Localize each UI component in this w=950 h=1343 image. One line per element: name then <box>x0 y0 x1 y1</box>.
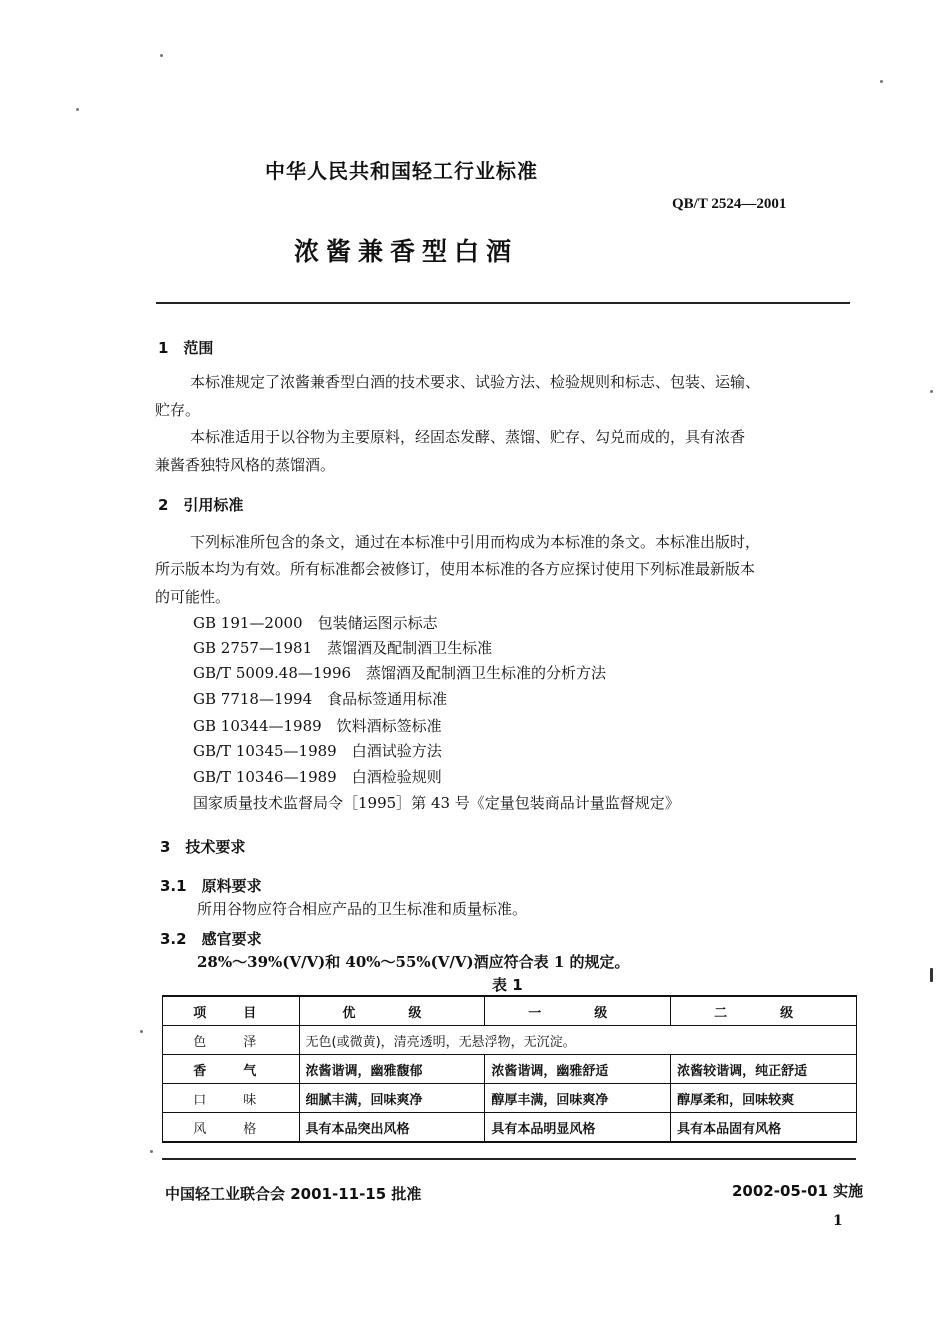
table-header-row <box>163 996 857 1026</box>
section-2-para-line-2: 所示版本均为有效。所有标准都会被修订，使用本标准的各方应探讨使用下列标准最新版本 <box>155 560 756 578</box>
section-1-para-1-line-2: 贮存。 <box>155 401 201 419</box>
table-cell: 细腻丰满，回味爽净 <box>299 1084 485 1113</box>
table-row <box>163 1026 857 1055</box>
table-cell: 具有本品明显风格 <box>485 1113 671 1143</box>
table-row-label: 口 味 <box>163 1084 300 1113</box>
table-cell: 无色(或微黄)，清亮透明，无悬浮物，无沉淀。 <box>299 1026 856 1055</box>
reference-item: GB 10344—1989 饮料酒标签标准 <box>193 717 442 735</box>
table-row <box>163 1113 857 1143</box>
table-cell: 浓酱谐调，幽雅馥郁 <box>299 1055 485 1084</box>
reference-item: 国家质量技术监督局令［1995］第 43 号《定量包装商品计量监督规定》 <box>193 794 680 812</box>
reference-item: GB 191—2000 包装储运图示标志 <box>193 614 438 632</box>
reference-item: GB/T 5009.48—1996 蒸馏酒及配制酒卫生标准的分析方法 <box>193 664 607 682</box>
table-header-cell: 优 级 <box>299 996 485 1026</box>
section-2-para-line-3: 的可能性。 <box>155 588 231 606</box>
scan-speck <box>150 1150 153 1153</box>
document-title: 浓酱兼香型白酒 <box>294 237 519 266</box>
table-cell: 醇厚柔和，回味较爽 <box>671 1084 857 1113</box>
table-header-cell: 二 级 <box>671 996 857 1026</box>
table-cell: 浓酱较谐调，纯正舒适 <box>671 1055 857 1084</box>
scan-speck <box>930 968 933 982</box>
table-cell: 浓酱谐调，幽雅舒适 <box>485 1055 671 1084</box>
table-header-cell: 项 目 <box>163 996 300 1026</box>
section-3-1-heading: 3.1 原料要求 <box>160 877 262 895</box>
section-1-para-2-line-1: 本标准适用于以谷物为主要原料，经固态发酵、蒸馏、贮存、勾兑而成的，具有浓香 <box>190 428 746 446</box>
scan-speck <box>930 390 933 393</box>
reference-item: GB/T 10346—1989 白酒检验规则 <box>193 768 442 786</box>
sensory-requirements-table <box>162 995 857 1143</box>
section-2-para-line-1: 下列标准所包含的条文，通过在本标准中引用而构成为本标准的条文。本标准出版时， <box>190 533 761 551</box>
table-caption: 表 1 <box>492 976 523 994</box>
section-3-heading: 3 技术要求 <box>160 838 246 856</box>
table-row-label: 色 泽 <box>163 1026 300 1055</box>
section-3-1-text: 所用谷物应符合相应产品的卫生标准和质量标准。 <box>197 900 528 918</box>
table-row-label: 风 格 <box>163 1113 300 1143</box>
table-row-label: 香 气 <box>163 1055 300 1084</box>
table-row <box>163 1055 857 1084</box>
reference-item: GB 2757—1981 蒸馏酒及配制酒卫生标准 <box>193 639 493 657</box>
approval-note: 中国轻工业联合会 2001-11-15 批准 <box>165 1185 422 1203</box>
section-2-heading: 2 引用标准 <box>158 496 244 514</box>
reference-item: GB/T 10345—1989 白酒试验方法 <box>193 742 442 760</box>
scan-speck <box>76 108 79 111</box>
section-1-heading: 1 范围 <box>158 339 214 357</box>
scan-speck <box>160 54 163 57</box>
scan-speck <box>880 80 883 83</box>
reference-item: GB 7718—1994 食品标签通用标准 <box>193 690 448 708</box>
implementation-date: 2002-05-01 实施 <box>732 1182 864 1200</box>
section-1-para-1-line-1: 本标准规定了浓酱兼香型白酒的技术要求、试验方法、检验规则和标志、包装、运输、 <box>190 373 761 391</box>
table-header-cell: 一 级 <box>485 996 671 1026</box>
table-cell: 具有本品固有风格 <box>671 1113 857 1143</box>
section-3-2-text: 28%～39%(V/V)和 40%～55%(V/V)酒应符合表 1 的规定。 <box>197 953 630 971</box>
section-1-para-2-line-2: 兼酱香独特风格的蒸馏酒。 <box>155 456 336 474</box>
standard-number: QB/T 2524—2001 <box>672 196 787 212</box>
page-number: 1 <box>833 1213 843 1229</box>
issuing-authority: 中华人民共和国轻工行业标准 <box>265 159 538 183</box>
table-row <box>163 1084 857 1113</box>
table-cell: 具有本品突出风格 <box>299 1113 485 1143</box>
table-cell: 醇厚丰满，回味爽净 <box>485 1084 671 1113</box>
scan-speck <box>140 1030 143 1033</box>
footer-rule <box>162 1158 856 1160</box>
header-rule <box>156 302 850 304</box>
section-3-2-heading: 3.2 感官要求 <box>160 930 262 948</box>
